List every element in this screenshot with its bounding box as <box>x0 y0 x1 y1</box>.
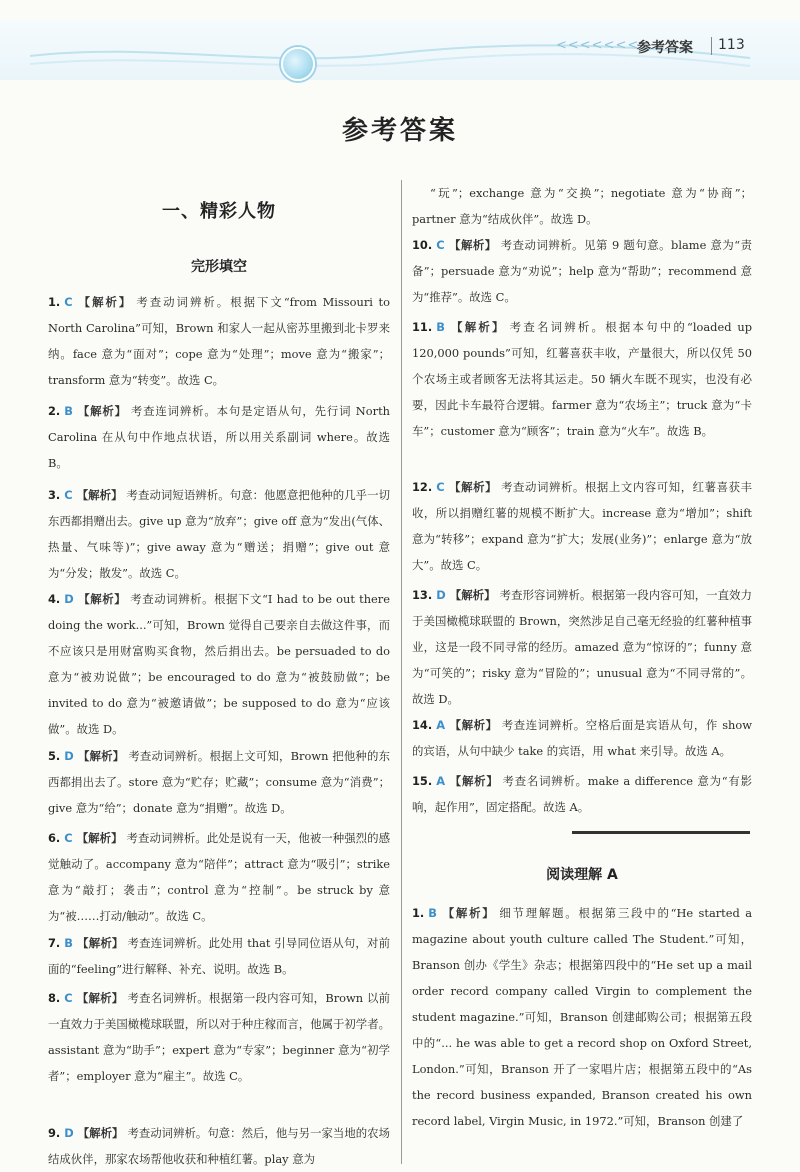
analysis-tag: 【解析】 <box>449 774 499 788</box>
analysis-tag: 【解析】 <box>449 588 496 602</box>
subsection-title-reading: 阅读理解 A <box>546 867 618 883</box>
section-rule <box>572 831 750 834</box>
analysis-tag: 【解析】 <box>76 936 124 950</box>
header-section-title: 参考答案 <box>637 40 693 56</box>
answer-item <box>412 712 752 764</box>
answer-letter: C <box>64 831 73 845</box>
continuation-text: “玩”；exchange 意为“交换”；negotiate 意为“协商”；partner 意为“结成伙伴”。故选 D。 <box>412 186 752 226</box>
answer-letter: D <box>436 588 446 602</box>
answer-letter: D <box>64 749 74 763</box>
answer-item <box>412 474 752 578</box>
header-arrows-icon: <<<<<<< <box>556 38 640 53</box>
analysis-tag: 【解析】 <box>76 488 123 502</box>
answer-letter: B <box>428 906 437 920</box>
answer-item <box>48 482 390 586</box>
answer-item <box>48 985 390 1089</box>
answer-number: 7. <box>48 936 61 950</box>
analysis-text: 考查动词辨析。此处是说有一天，他被一种强烈的感觉触动了。accompany 意为“陪伴”；attract 意为“吸引”；strike 意为“敲打；袭击”；control 意为“控制”。be struck by 意为“被……打动/触动”。故选 C。 <box>48 831 390 923</box>
analysis-text: 考查连词辨析。此处用 that 引导同位语从句，对前面的“feeling”进行解释、补充、说明。故选 B。 <box>48 936 390 976</box>
answer-letter: B <box>64 936 73 950</box>
answer-item <box>48 289 390 393</box>
analysis-text: 考查连词辨析。空格后面是宾语从句，作 show 的宾语，从句中缺少 take 的宾语，用 what 来引导。故选 A。 <box>412 718 752 758</box>
answer-letter: B <box>64 404 73 418</box>
answer-number: 8. <box>48 991 61 1005</box>
page-title: 参考答案 <box>341 116 458 146</box>
analysis-text: 考查名词辨析。make a difference 意为“有影响，起作用”，固定搭配。故选 A。 <box>412 774 752 814</box>
answer-item <box>412 232 752 310</box>
answer-letter: C <box>64 488 73 502</box>
answer-number: 4. <box>48 592 61 606</box>
analysis-text: 考查名词辨析。根据本句中的“loaded up 120,000 pounds”可知，红薯喜获丰收，产量很大，所以仅凭 50 个农场主或者顾客无法将其运走。50 辆火车既不现实，也没有必要，因此卡车最符合逻辑。farmer 意为“农场主”；truck 意为“卡车”；customer 意为“顾客”；train 意为“火车”。故选 B。 <box>412 320 752 438</box>
answer-item <box>48 930 390 982</box>
analysis-tag: 【解析】 <box>76 831 123 845</box>
answer-letter: C <box>64 295 73 309</box>
answer-number: 1. <box>412 906 425 920</box>
answer-number: 5. <box>48 749 61 763</box>
analysis-tag: 【解析】 <box>76 991 124 1005</box>
analysis-tag: 【解析】 <box>448 238 497 252</box>
header-circle-decoration <box>281 47 315 81</box>
analysis-text: 细节理解题。根据第三段中的“He started a magazine about youth culture called The Student.”可知，Branson 创办《学生》杂志；根据第四段中的“He set up a mail order record company called Virgin to complement the student magazine.”可知，Branson 创建邮购公司；根据第五段中的“... he was able to get a record shop on Oxford Street, London.”可知，Branson 开了一家唱片店；根据第五段中的“As the record business expanded, Branson created his own record label, Virgin Music, in 1972.”可知，Branson 创建了 <box>412 906 752 1128</box>
subsection-title-cloze: 完形填空 <box>191 259 247 275</box>
analysis-text: 考查动词辨析。根据下文“from Missouri to North Carolina”可知，Brown 和家人一起从密苏里搬到北卡罗来纳。face 意为“面对”；cope 意为“处理”；move 意为“搬家”；transform 意为“转变”。故选 C。 <box>48 295 390 387</box>
answer-number: 3. <box>48 488 61 502</box>
answer-letter: B <box>436 320 445 334</box>
answer-number: 1. <box>48 295 61 309</box>
answer-item <box>412 900 752 1134</box>
answer-number: 12. <box>412 480 433 494</box>
answer-letter: D <box>64 592 74 606</box>
header-divider <box>711 37 712 55</box>
answer-number: 10. <box>412 238 433 252</box>
answer-number: 14. <box>412 718 433 732</box>
answer-item <box>412 768 752 820</box>
analysis-tag: 【解析】 <box>77 592 127 606</box>
analysis-tag: 【解析】 <box>449 718 498 732</box>
analysis-tag: 【解析】 <box>77 749 125 763</box>
answer-letter: D <box>64 1126 74 1140</box>
analysis-text: 考查形容词辨析。根据第一段内容可知，一直效力于美国橄榄球联盟的 Brown，突然涉足自己毫无经验的红薯种植事业，这是一段不同寻常的经历。amazed 意为“惊讶的”；funny 意为“可笑的”；risky 意为“冒险的”；unusual 意为“不同寻常的”。故选 D。 <box>412 588 752 706</box>
answer-letter: C <box>64 991 73 1005</box>
answer-item <box>48 743 390 821</box>
answer-number: 2. <box>48 404 61 418</box>
analysis-text: 考查动词辨析。根据上文内容可知，红薯喜获丰收，所以捐赠红薯的规模不断扩大。increase 意为“增加”；shift 意为“转移”；expand 意为“扩大；发展(业务)”；enlarge 意为“放大”。故选 C。 <box>412 480 752 572</box>
analysis-tag: 【解析】 <box>448 320 506 334</box>
analysis-text: 考查连词辨析。本句是定语从句，先行词 North Carolina 在从句中作地点状语，所以用关系副词 where。故选 B。 <box>48 404 390 470</box>
section-title: 一、精彩人物 <box>162 201 276 222</box>
answer-letter: C <box>436 480 445 494</box>
answer-letter: A <box>436 718 446 732</box>
analysis-tag: 【解析】 <box>77 1126 124 1140</box>
answer-item <box>48 398 390 476</box>
analysis-text: 考查动词辨析。根据上文可知，Brown 把他种的东西都捐出去了。store 意为“贮存；贮藏”；consume 意为“消费”；give 意为“给”；donate 意为“捐赠”。故选 D。 <box>48 749 390 815</box>
answer-item <box>412 314 752 444</box>
answer-item <box>412 582 752 712</box>
page-number: 113 <box>718 37 745 53</box>
analysis-tag: 【解析】 <box>448 480 498 494</box>
answer-number: 9. <box>48 1126 61 1140</box>
analysis-text: 考查名词辨析。根据第一段内容可知，Brown 以前一直效力于美国橄榄球联盟，所以对于种庄稼而言，他属于初学者。assistant 意为“助手”；expert 意为“专家”；beginner 意为“初学者”；employer 意为“雇主”。故选 C。 <box>48 991 390 1083</box>
column-divider <box>401 180 402 1164</box>
analysis-tag: 【解析】 <box>76 295 133 309</box>
answer-number: 15. <box>412 774 433 788</box>
answer-letter: C <box>436 238 445 252</box>
answer-letter: A <box>436 774 446 788</box>
answer-number: 13. <box>412 588 433 602</box>
analysis-tag: 【解析】 <box>440 906 496 920</box>
analysis-text: 考查动词辨析。根据下文“I had to be out there doing the work...”可知，Brown 觉得自己要亲自去做这件事，而不应该只是用财富购买食物，然后捐出去。be persuaded to do 意为“被劝说做”；be encouraged to do 意为“被鼓励做”；be invited to do 意为“被邀请做”；be supposed to do 意为“应该做”。故选 D。 <box>48 592 390 736</box>
answer-item <box>48 825 390 929</box>
answer-item <box>48 1120 390 1172</box>
analysis-tag: 【解析】 <box>76 404 127 418</box>
analysis-text: 考查动词辨析。见第 9 题句意。blame 意为“责备”；persuade 意为“劝说”；help 意为“帮助”；recommend 意为“推荐”。故选 C。 <box>412 238 752 304</box>
answer-item <box>48 586 390 742</box>
analysis-text: 考查动词辨析。句意：然后，他与另一家当地的农场结成伙伴，那家农场帮他收获和种植红薯。play 意为 <box>48 1126 390 1166</box>
answer-number: 6. <box>48 831 61 845</box>
analysis-text: 考查动词短语辨析。句意：他愿意把他种的几乎一切东西都捐赠出去。give up 意为“放弃”；give off 意为“发出(气体、热量、气味等)”；give away 意为“赠送；捐赠”；give out 意为“分发；散发”。故选 C。 <box>48 488 391 580</box>
answer-number: 11. <box>412 320 433 334</box>
